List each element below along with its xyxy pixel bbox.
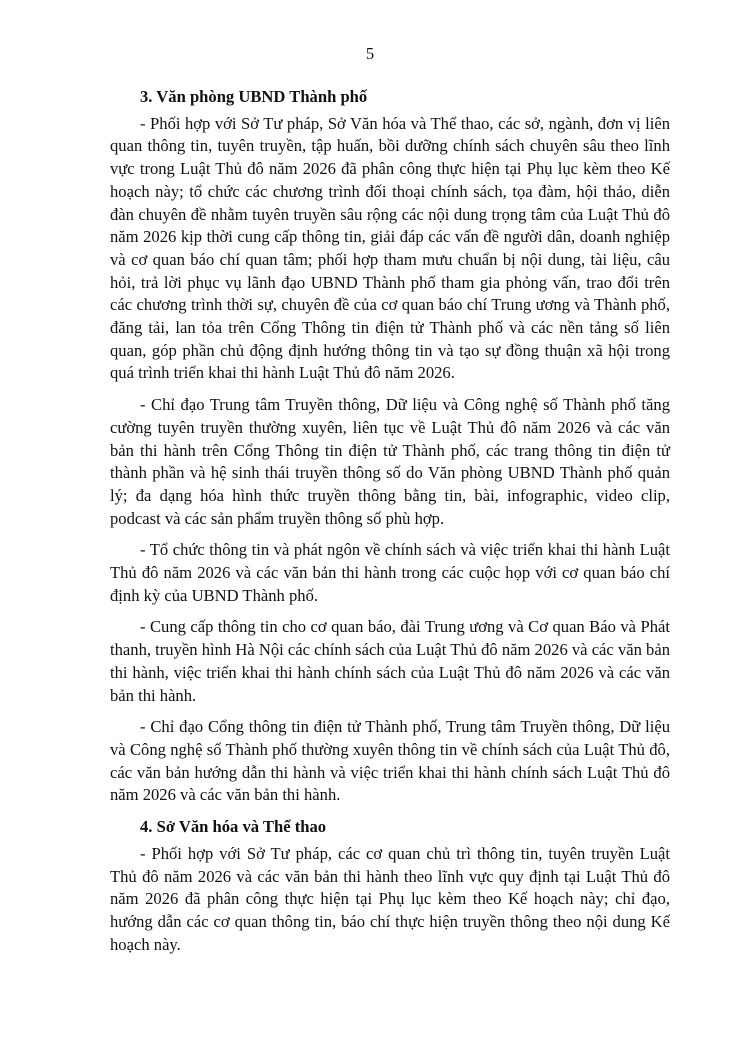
paragraph: - Chỉ đạo Cổng thông tin điện tử Thành phố, Trung tâm Truyền thông, Dữ liệu và Công nghệ số Thành phố thường xuyên thông tin về chính sách của Luật Thủ đô, các văn bản hướng dẫn thi hành và việc triển khai thi hành chính sách Luật Thủ đô năm 2026 và các văn bản thi hành. [110, 717, 670, 805]
page-number: 5 [365, 44, 375, 63]
section-heading: 3. Văn phòng UBND Thành phố [140, 87, 368, 106]
paragraph: - Phối hợp với Sở Tư pháp, Sở Văn hóa và Thể thao, các sở, ngành, đơn vị liên quan thông tin, tuyên truyền, tập huấn, bồi dưỡng chính sách chuyên sâu theo lĩnh vực trong Luật Thủ đô năm 2026 đã phân công thực hiện tại Phụ lục kèm theo Kế hoạch này; tổ chức các chương trình đối thoại chính sách, tọa đàm, hội thảo, diễn đàn chuyên đề nhằm tuyên truyền sâu rộng các nội dung trọng tâm của Luật Thủ đô năm 2026 kịp thời cung cấp thông tin, giải đáp các vấn đề người dân, doanh nghiệp và cơ quan báo chí quan tâm; phối hợp tham mưu chuẩn bị nội dung, tài liệu, câu hỏi, trả lời phục vụ lãnh đạo UBND Thành phố tham gia phỏng vấn, trao đổi trên các chương trình thời sự, chuyên đề của cơ quan báo chí Trung ương và Thành phố, đăng tải, lan tỏa trên Cổng Thông tin điện tử Thành phố và các nền tảng số liên quan, góp phần chủ động định hướng thông tin và tạo sự đồng thuận xã hội trong quá trình triển khai thi hành Luật Thủ đô năm 2026. [110, 113, 670, 383]
paragraph: - Phối hợp với Sở Tư pháp, các cơ quan chủ trì thông tin, tuyên truyền Luật Thủ đô năm 2026 và các văn bản thi hành theo lĩnh vực quy định tại Luật Thủ đô năm 2026 đã phân công thực hiện tại Phụ lục kèm theo Kế hoạch này; chỉ đạo, hướng dẫn các cơ quan thông tin, báo chí thực hiện truyền thông theo nội dung Kế hoạch này. [110, 843, 670, 954]
document-body [110, 86, 670, 965]
paragraph: - Tổ chức thông tin và phát ngôn về chính sách và việc triển khai thi hành Luật Thủ đô năm 2026 và các văn bản thi hành trong các cuộc họp với cơ quan báo chí định kỳ của UBND Thành phố. [110, 540, 670, 605]
paragraph: - Chỉ đạo Trung tâm Truyền thông, Dữ liệu và Công nghệ số Thành phố tăng cường tuyên truyền thường xuyên, liên tục về Luật Thủ đô năm 2026 và các văn bản thi hành trên Cổng Thông tin điện tử Thành phố, các trang thông tin điện tử thành phần và hệ sinh thái truyền thông số do Văn phòng UBND Thành phố quản lý; đa dạng hóa hình thức truyền thông bằng tin, bài, infographic, video clip, podcast và các sản phẩm truyền thông số phù hợp. [110, 395, 670, 528]
section-4 [110, 816, 670, 956]
section-3 [110, 86, 670, 807]
paragraph: - Cung cấp thông tin cho cơ quan báo, đài Trung ương và Cơ quan Báo và Phát thanh, truyền hình Hà Nội các chính sách của Luật Thủ đô năm 2026 và các văn bản thi hành, việc triển khai thi hành chính sách của Luật Thủ đô năm 2026 và các văn bản thi hành. [110, 617, 671, 705]
section-heading: 4. Sở Văn hóa và Thể thao [140, 817, 327, 837]
